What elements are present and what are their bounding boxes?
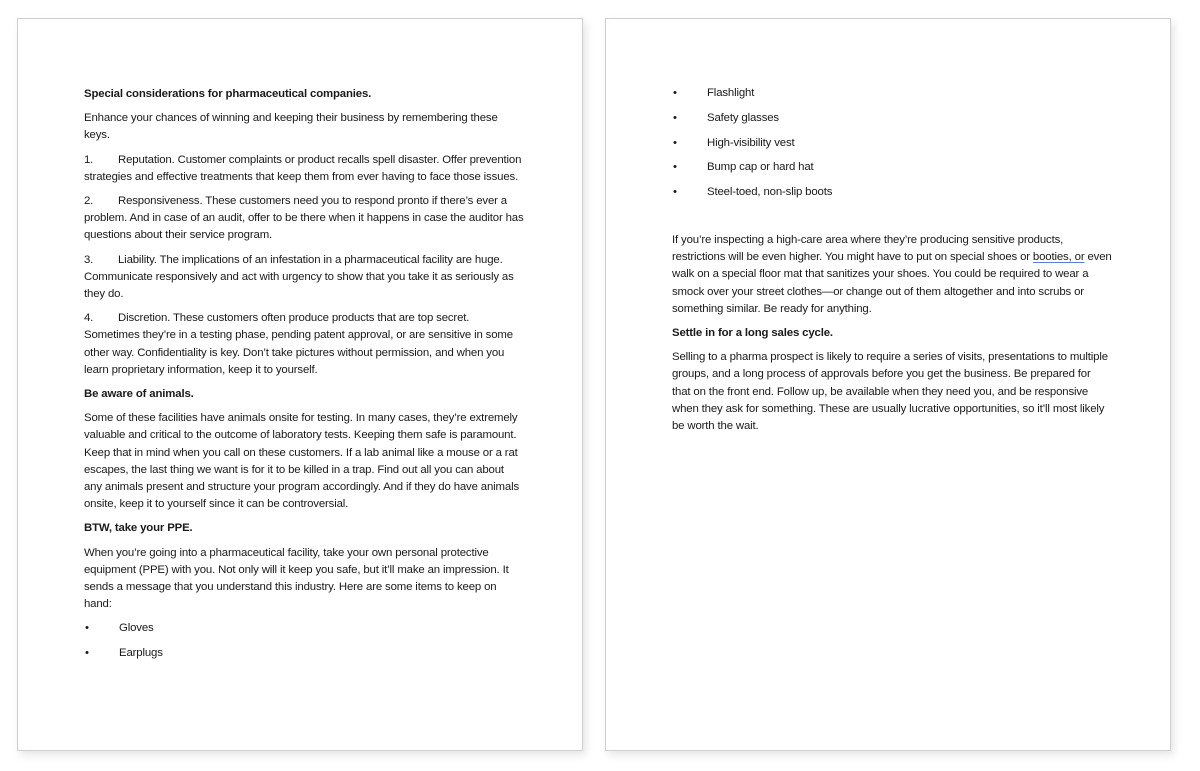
bullet-item: • Flashlight bbox=[672, 85, 1112, 102]
bullet-icon: • bbox=[673, 87, 677, 99]
numbered-item-responsiveness: 2. Responsiveness. These customers need you to respond pronto if there’s ever a problem. And in case of an audit, offer to be there when it happens in case the auditor has questions about their service program. bbox=[84, 195, 524, 242]
bullet-item: • Safety glasses bbox=[672, 110, 1112, 127]
spellcheck-underlined-text[interactable]: booties, or bbox=[1032, 251, 1085, 264]
bullet-item: • Earplugs bbox=[84, 645, 524, 662]
numbered-item-liability: 3. Liability. The implications of an infestation in a pharmaceutical facility are huge. Communicate responsively and act with urgency to show that you take it as seriously as they do. bbox=[84, 253, 514, 301]
numbered-item-reputation: 1. Reputation. Customer complaints or product recalls spell disaster. Offer prevention strategies and effective treatments that keep them from ever having to face those issues. bbox=[84, 153, 522, 183]
page-1-content bbox=[84, 86, 524, 670]
high-care-paragraph: If you’re inspecting a high-care area where they’re producing sensitive products, restrictions will be even higher. You might have to put on special shoes or booties, or even walk on a special floor mat that sanitizes your shoes. You could be required to wear a smock over your street clothes—or change out of them altogether and into scrubs or something similar. Be ready for anything. bbox=[672, 233, 1112, 315]
heading-ppe: BTW, take your PPE. bbox=[84, 522, 193, 535]
intro-paragraph: Enhance your chances of winning and keeping their business by remembering these keys. bbox=[84, 112, 498, 142]
bullet-item: • High-visibility vest bbox=[672, 135, 1112, 152]
bullet-icon: • bbox=[673, 136, 677, 149]
heading-animals: Be aware of animals. bbox=[84, 388, 194, 401]
empty-line bbox=[672, 209, 1112, 232]
page-2-content bbox=[672, 85, 1112, 442]
document-page-2 bbox=[605, 18, 1171, 751]
heading-pharma-considerations: Special considerations for pharmaceutical companies. bbox=[84, 88, 372, 100]
bullet-item: • Steel-toed, non-slip boots bbox=[672, 184, 1112, 201]
heading-sales-cycle: Settle in for a long sales cycle. bbox=[672, 327, 833, 339]
animals-paragraph: Some of these facilities have animals onsite for testing. In many cases, they’re extremely valuable and critical to the outcome of laboratory tests. Keeping them safe is paramount. Keep that in mind when you call on these customers. If a lab animal like a mouse or a rat escapes, the last thing we want is for it to be killed in a trap. Find out all you can about any animals present and structure your program accordingly. And if they do have animals onsite, keep it to yourself since it can be controversial. bbox=[84, 412, 520, 511]
bullet-icon: • bbox=[673, 186, 677, 199]
bullet-icon: • bbox=[673, 161, 677, 174]
sales-cycle-paragraph: Selling to a pharma prospect is likely to require a series of visits, presentations to multiple groups, and a long process of approvals before you get the business. Be prepared for that on the front end. Follow up, be available when they need you, and be responsive when they ask for something. These are usually lucrative opportunities, so it’ll most likely be worth the wait. bbox=[672, 351, 1108, 433]
bullet-item: • Gloves bbox=[84, 620, 524, 637]
numbered-item-discretion: 4. Discretion. These customers often produce products that are top secret. Sometimes they’re in a testing phase, pending patent approval, or are sensitive in some other way. Confidentiality is key. Don’t take pictures without permission, and when you learn proprietary information, keep it to yourself. bbox=[84, 312, 513, 376]
bullet-icon: • bbox=[85, 622, 89, 635]
bullet-icon: • bbox=[673, 111, 677, 124]
bullet-item: • Bump cap or hard hat bbox=[672, 159, 1112, 176]
document-page-1 bbox=[17, 18, 583, 751]
ppe-paragraph: When you’re going into a pharmaceutical facility, take your own personal protective equipment (PPE) with you. Not only will it keep you safe, but it’ll make an impression. It sends a message that you understand this industry. Here are some items to keep on hand: bbox=[84, 546, 509, 611]
bullet-icon: • bbox=[85, 647, 89, 660]
